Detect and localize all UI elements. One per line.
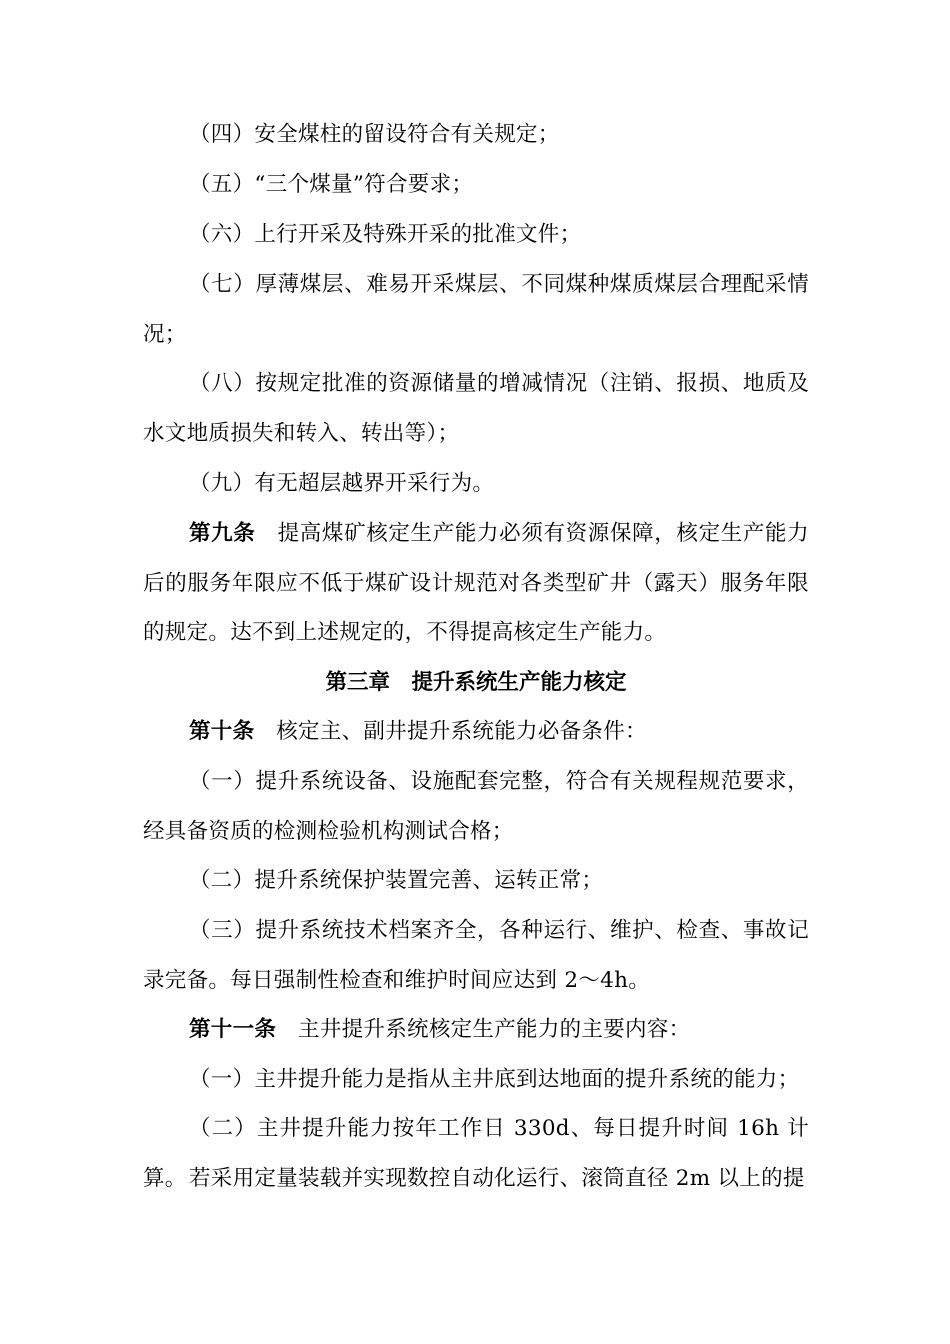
- item-4: （四）安全煤柱的留设符合有关规定；: [189, 122, 560, 147]
- article-11-label: 第十一条: [189, 1017, 277, 1042]
- content-2: （二）主井提升能力按年工作日 330d、每日提升时间 16h 计算。: [143, 1116, 809, 1191]
- item-8: （八）按规定批准的资源储量的增减情况（注销、报损、地质及水文地质损失和转入、转出等）；: [143, 371, 809, 446]
- article-11-text: 主井提升系统核定生产能力的主要内容：: [298, 1017, 691, 1042]
- condition-3: （三）提升系统技术档案齐全，各种运行、维护、检查、事故记录完备。每日强制性检查和维护时间应达到 2～4h。: [143, 918, 809, 993]
- item-5: （五）“三个煤量”符合要求；: [189, 172, 474, 197]
- article-9-label: 第九条: [189, 521, 256, 546]
- item-7: （七）厚薄煤层、难易开采煤层、不同煤种煤质煤层合理配采情况；: [143, 272, 809, 347]
- article-10-text: 核定主、副井提升系统能力必备条件：: [276, 719, 647, 744]
- article-10-label: 第十条: [189, 719, 255, 744]
- article-9-text: 提高煤矿核定生产能力必须有资源保障，核定生产能力后的服务年限应不低于煤矿设计规范对各类型矿井（露天）服务年限的规定。达不到上述规定的，不得提高核定生产能力。: [143, 521, 809, 645]
- content-2-continued: 若采用定量装载并实现数控自动化运行、滚筒直径 2m 以上的提: [189, 1166, 805, 1191]
- item-6: （六）上行开采及特殊开采的批准文件；: [189, 222, 582, 247]
- item-9: （九）有无超层越界开采行为。: [189, 471, 495, 496]
- content-1: （一）主井提升能力是指从主井底到达地面的提升系统的能力；: [189, 1067, 800, 1092]
- article-9: [143, 509, 809, 658]
- condition-1: （一）提升系统设备、设施配套完整，符合有关规程规范要求，经具备资质的检测检验机构测试合格；: [143, 769, 809, 844]
- article-11: [143, 1005, 809, 1055]
- article-10: [143, 707, 809, 757]
- condition-2: （二）提升系统保护装置完善、运转正常；: [189, 868, 604, 893]
- chapter-heading: 第三章 提升系统生产能力核定: [325, 670, 627, 695]
